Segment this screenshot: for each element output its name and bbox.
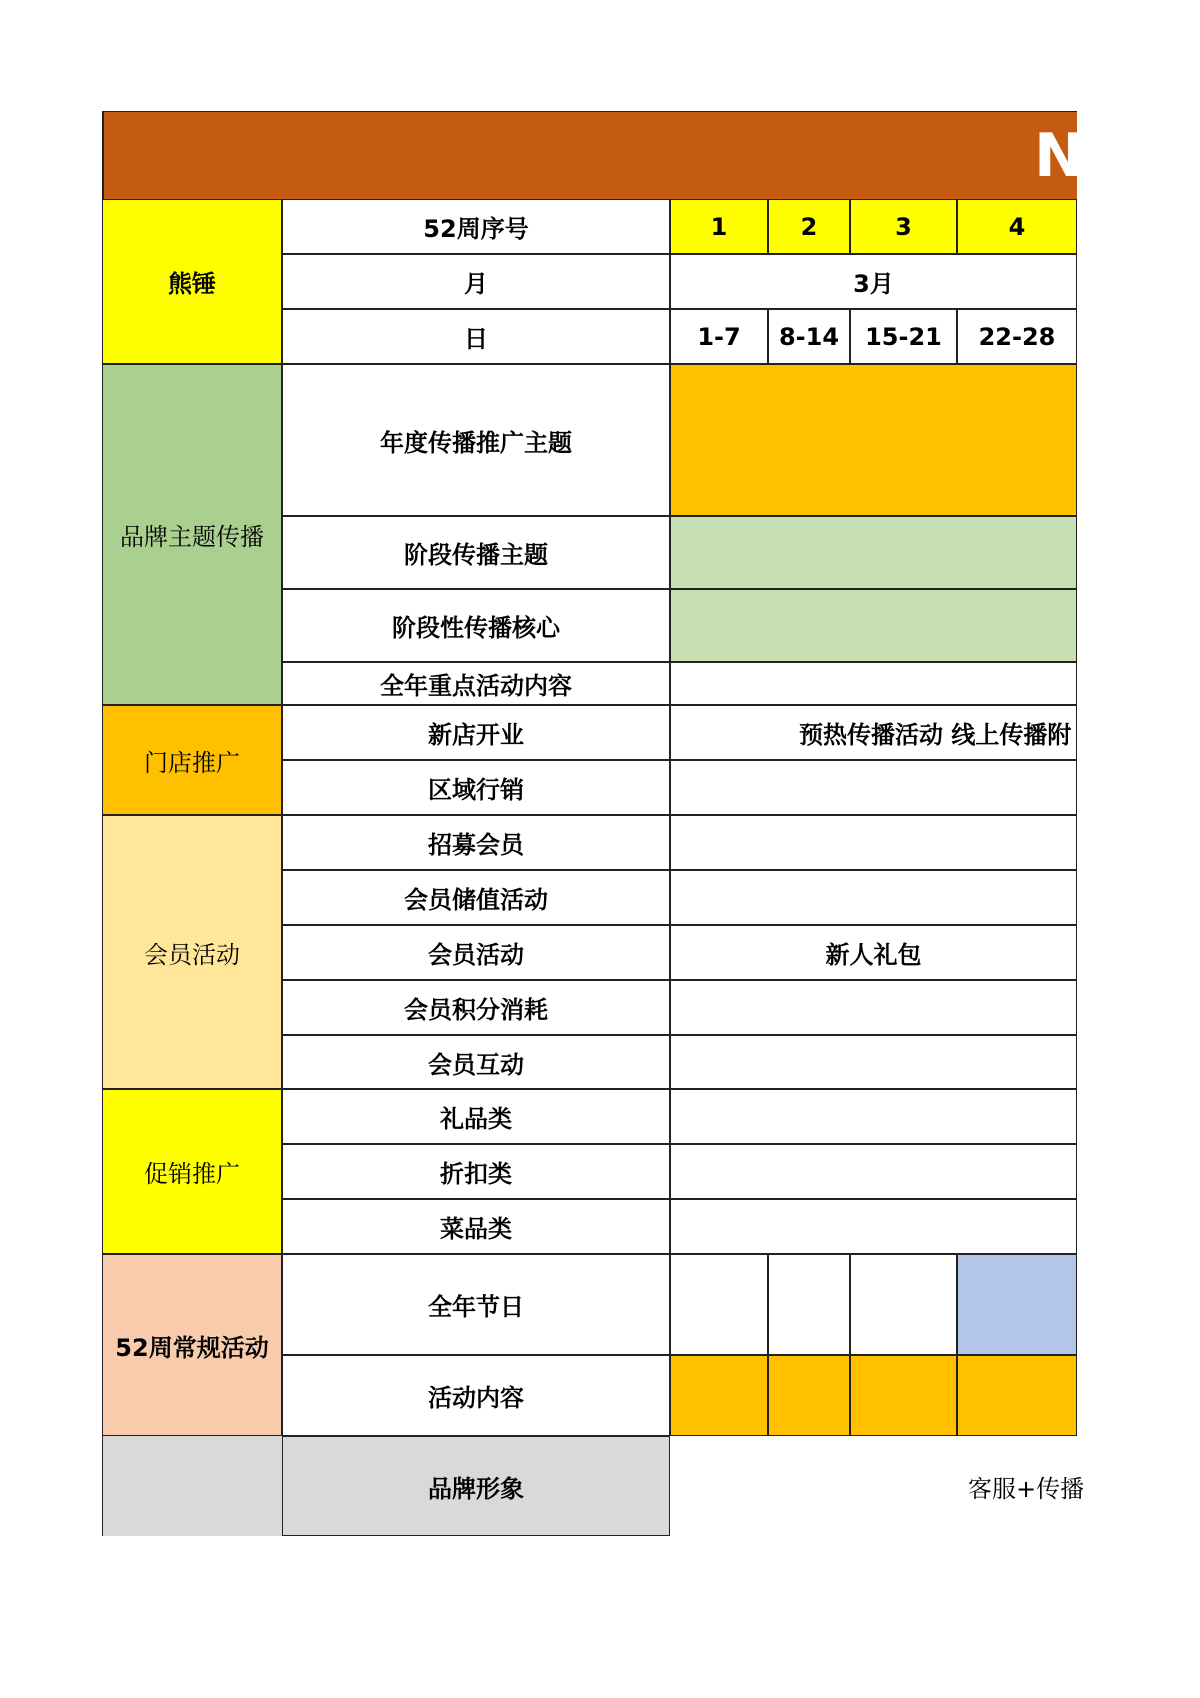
month-label: 月 — [282, 254, 670, 309]
holiday-cell — [768, 1254, 850, 1355]
row-label: 全年重点活动内容 — [282, 662, 670, 705]
month-value-cell: 3月 — [670, 254, 1077, 309]
day-range-cell: 8-14 — [768, 309, 850, 364]
group-label-image — [102, 1436, 282, 1536]
row-label: 会员活动 — [282, 925, 670, 980]
regional-marketing-cell — [670, 760, 1077, 815]
row-label: 年度传播推广主题 — [282, 364, 670, 516]
stage-core-cell — [670, 589, 1077, 662]
activity-content-cell — [957, 1355, 1077, 1436]
week-number-cell: 1 — [670, 199, 768, 254]
title-bar — [102, 111, 1085, 199]
activity-content-cell — [850, 1355, 957, 1436]
group-label-regular: 52周常规活动 — [102, 1254, 282, 1436]
activity-content-cell — [670, 1355, 768, 1436]
discount-cell — [670, 1144, 1077, 1199]
row-label: 会员互动 — [282, 1035, 670, 1089]
key-activity-cell — [670, 662, 1077, 705]
row-label: 阶段传播主题 — [282, 516, 670, 589]
holiday-cell — [850, 1254, 957, 1355]
row-label: 招募会员 — [282, 815, 670, 870]
annual-theme-cell — [670, 364, 1077, 516]
activity-content-cell — [768, 1355, 850, 1436]
brand-image-content: 客服+传播 — [670, 1436, 1077, 1536]
row-label: 会员储值活动 — [282, 870, 670, 925]
brand-name-cell: 熊锤 — [102, 199, 282, 364]
day-label: 日 — [282, 309, 670, 364]
recruit-member-cell — [670, 815, 1077, 870]
week-number-label: 52周序号 — [282, 199, 670, 254]
new-store-content: 预热传播活动 线上传播附 — [670, 705, 1077, 760]
stage-theme-cell — [670, 516, 1077, 589]
holiday-cell — [670, 1254, 768, 1355]
member-deposit-cell — [670, 870, 1077, 925]
row-label: 阶段性传播核心 — [282, 589, 670, 662]
row-label: 菜品类 — [282, 1199, 670, 1254]
member-points-cell — [670, 980, 1077, 1035]
group-label-store: 门店推广 — [102, 705, 282, 815]
week-number-cell: 3 — [850, 199, 957, 254]
day-range-cell: 1-7 — [670, 309, 768, 364]
day-range-cell: 15-21 — [850, 309, 957, 364]
member-activity-content: 新人礼包 — [670, 925, 1077, 980]
row-label: 活动内容 — [282, 1355, 670, 1436]
member-interaction-cell — [670, 1035, 1077, 1089]
row-label: 会员积分消耗 — [282, 980, 670, 1035]
gift-cell — [670, 1089, 1077, 1144]
group-label-brand: 品牌主题传播 — [102, 364, 282, 705]
sheet-title: N — [1034, 121, 1085, 191]
dish-cell — [670, 1199, 1077, 1254]
row-label: 折扣类 — [282, 1144, 670, 1199]
holiday-cell — [957, 1254, 1077, 1355]
row-label: 品牌形象 — [282, 1436, 670, 1536]
week-number-cell: 4 — [957, 199, 1077, 254]
row-label: 区域行销 — [282, 760, 670, 815]
row-label: 礼品类 — [282, 1089, 670, 1144]
row-label: 新店开业 — [282, 705, 670, 760]
row-label: 全年节日 — [282, 1254, 670, 1355]
group-label-member: 会员活动 — [102, 815, 282, 1089]
week-number-cell: 2 — [768, 199, 850, 254]
day-range-cell: 22-28 — [957, 309, 1077, 364]
group-label-promo: 促销推广 — [102, 1089, 282, 1254]
